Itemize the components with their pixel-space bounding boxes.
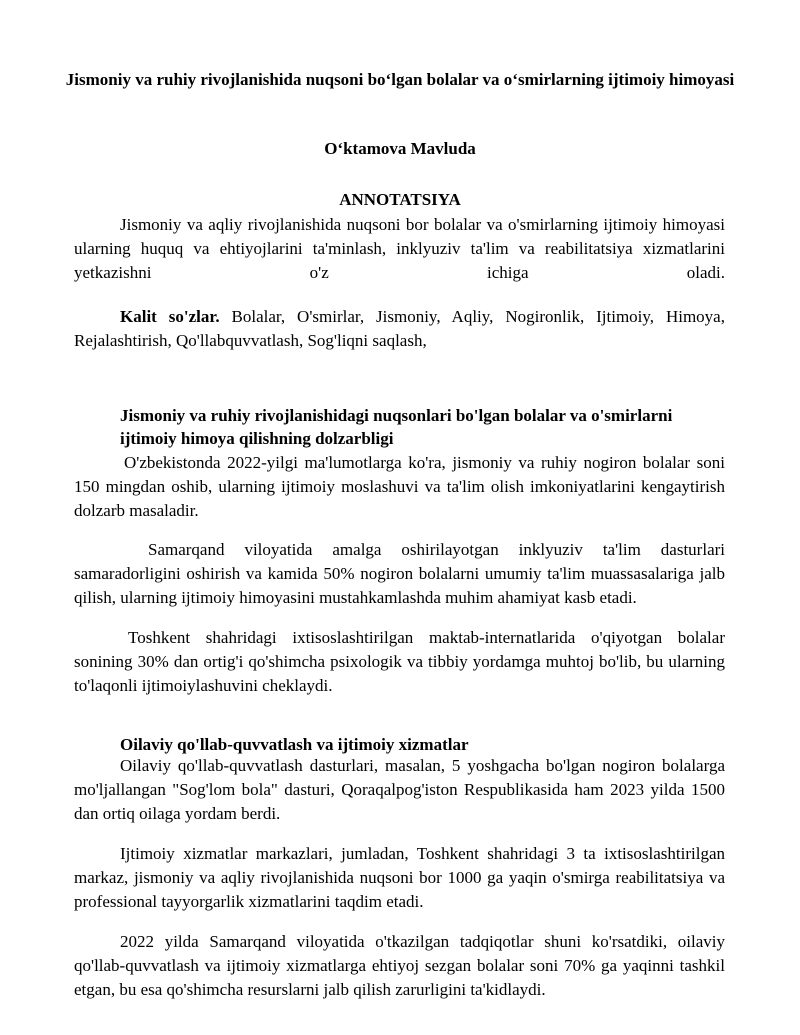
body-paragraph: Oilaviy qo'llab-quvvatlash dasturlari, masalan, 5 yoshgacha bo'lgan nogiron bolalarga mo'ljallangan "Sog'lom bola" dasturi, Qoraqalpog'iston Respublikasida ham 2023 yilda 1500 dan ortiq oilaga yordam berdi. [74, 756, 725, 823]
section-heading: Oilaviy qo'llab-quvvatlash va ijtimoiy xizmatlar [120, 735, 469, 754]
section-heading: Jismoniy va ruhiy rivojlanishidagi nuqsonlari bo'lgan bolalar va o'smirlarni ijtimoiy himoya qilishning dolzarbligi [120, 406, 673, 448]
document-title: Jismoniy va ruhiy rivojlanishida nuqsoni bo‘lgan bolalar va o‘smirlarning ijtimoiy himoyasi [65, 70, 735, 89]
body-paragraph: Toshkent shahridagi ixtisoslashtirilgan maktab-internatlarida o'qiyotgan bolalar sonining 30% dan ortig'i qo'shimcha psixologik va tibbiy yordamga muhtoj bo'lib, bu ularning to'laqonli ijtimoiylashuvini cheklaydi. [74, 628, 725, 695]
annotation-heading: ANNOTATSIYA [339, 190, 461, 209]
body-paragraph: O'zbekistonda 2022-yilgi ma'lumotlarga ko'ra, jismoniy va ruhiy nogiron bolalar soni 150 mingdan oshib, ularning ijtimoiy moslashuvi va ta'lim olish imkoniyatlarini kengaytirish dolzarb masaladir. [74, 453, 725, 520]
body-paragraph: Samarqand viloyatida amalga oshirilayotgan inklyuziv ta'lim dasturlari samaradorligini oshirish va kamida 50% nogiron bolalarni umumiy ta'lim muassasalariga jalb qilish, ularning ijtimoiy himoyasini mustahkamlashda muhim ahamiyat kasb etadi. [74, 540, 725, 607]
keywords-text: Bolalar, O'smirlar, Jismoniy, Aqliy, Nogironlik, Ijtimoiy, Himoya, Rejalashtirish, Qo'llabquvvatlash, Sog'liqni saqlash, [74, 307, 725, 350]
keywords-label: Kalit so'zlar. [120, 307, 220, 326]
body-paragraph: Ijtimoiy xizmatlar markazlari, jumladan, Toshkent shahridagi 3 ta ixtisoslashtirilgan markaz, jismoniy va aqliy rivojlanishida nuqsoni bor 1000 ga yaqin o'smirga reabilitatsiya va professional tayyorgarlik xizmatlarini taqdim etadi. [74, 844, 725, 911]
annotation-paragraph [74, 213, 725, 285]
annotation-text: Jismoniy va aqliy rivojlanishida nuqsoni bor bolalar va o'smirlarning ijtimoiy himoyasi ularning huquq va ehtiyojlarini ta'minlash, inklyuziv ta'lim va reabilitatsiya xizmatlarini yetkazishni o'z ichiga oladi. [74, 215, 725, 282]
body-paragraph: 2022 yilda Samarqand viloyatida o'tkazilgan tadqiqotlar shuni ko'rsatdiki, oilaviy qo'llab-quvvatlash va ijtimoiy xizmatlarga ehtiyoj sezgan bolalar soni 70% ga yaqinni tashkil etgan, bu esa qo'shimcha resurslarni jalb qilish zarurligini ta'kidlaydi. [74, 932, 725, 999]
author-name: O‘ktamova Mavluda [324, 139, 476, 158]
keywords-paragraph [74, 305, 725, 353]
